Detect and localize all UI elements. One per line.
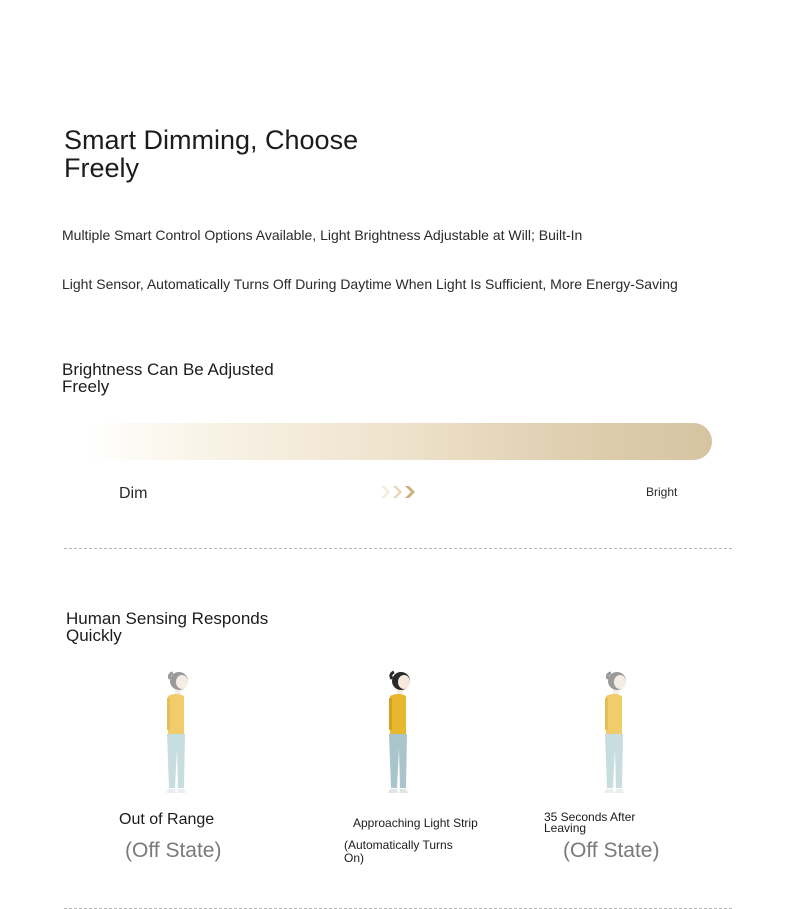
person-standing-vivid-icon [378, 668, 418, 796]
person-standing-faded-icon [156, 668, 196, 796]
bright-label: Bright [646, 485, 678, 499]
state-label-out-of-range: Out of Range [119, 811, 215, 828]
state-note-turns-on: (Automatically Turns On) [344, 838, 453, 865]
state-label-after-leaving: 35 Seconds After Leaving [544, 810, 636, 835]
dim-label: Dim [119, 485, 148, 502]
sensing-section-title: Human Sensing Responds Quickly [66, 609, 269, 645]
person-standing-faded-icon [594, 668, 634, 796]
brightness-section-title: Brightness Can Be Adjusted Freely [62, 360, 274, 396]
page-title: Smart Dimming, Choose Freely [64, 125, 359, 183]
state-label-approaching: Approaching Light Strip [353, 816, 478, 830]
state-sub-off-1: (Off State) [125, 839, 222, 862]
description-line-2: Light Sensor, Automatically Turns Off During Daytime When Light Is Sufficient, More Energy-Saving [62, 276, 678, 292]
description-line-1: Multiple Smart Control Options Available, Light Brightness Adjustable at Will; Built-In [62, 227, 583, 243]
triple-chevron-right-icon [379, 482, 419, 502]
state-sub-off-2: (Off State) [563, 839, 660, 862]
brightness-gradient-bar [86, 423, 712, 460]
section-divider-1 [64, 548, 732, 549]
